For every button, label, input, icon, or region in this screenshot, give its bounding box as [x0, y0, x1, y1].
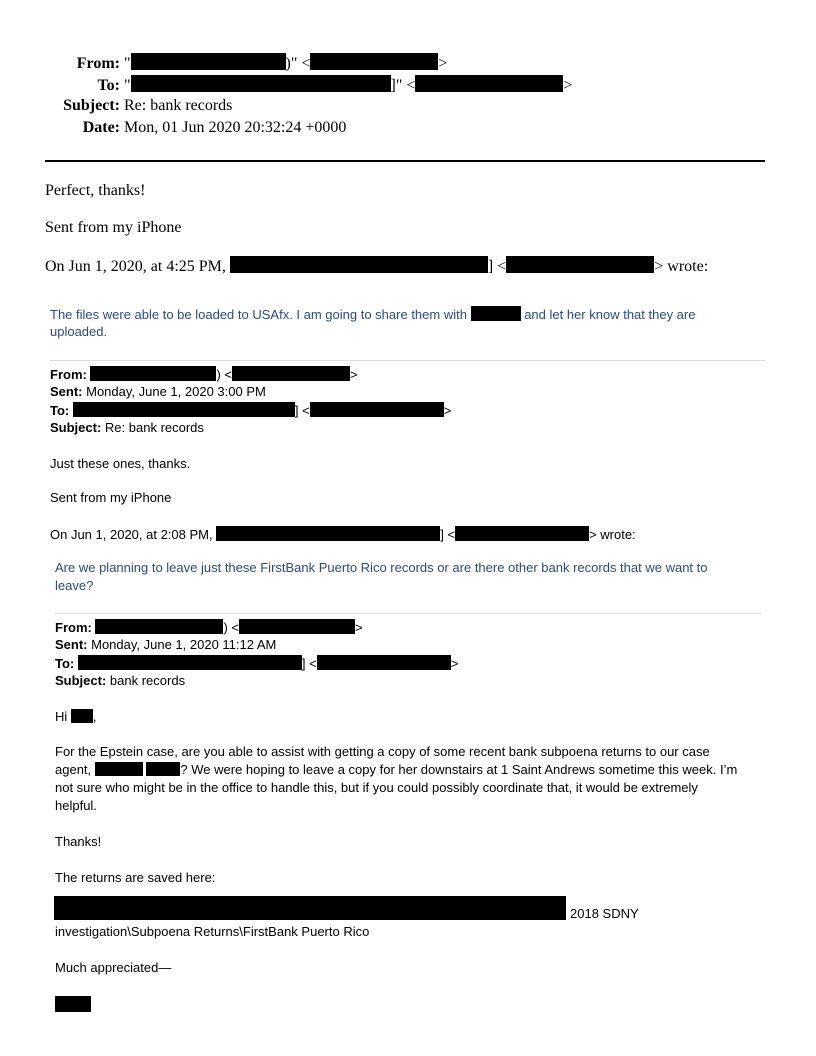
p1-line-2-rest: ? We were hoping to leave a copy for her downstairs at 1 Saint Andrews sometime this week. I’m — [180, 762, 738, 777]
msg4-thanks: Thanks! — [55, 834, 102, 849]
redaction — [310, 402, 444, 417]
hdr3-to-row — [55, 655, 458, 671]
redaction — [73, 402, 295, 417]
to-label: To: — [55, 656, 75, 671]
outer-subject-row — [40, 97, 232, 115]
reply-line-2: Sent from my iPhone — [45, 219, 182, 236]
msg4-p1-line-2 — [55, 762, 737, 777]
hdr3-sent-row — [55, 637, 276, 652]
separator — [55, 613, 761, 614]
redaction — [317, 655, 451, 670]
redaction — [216, 526, 440, 541]
redaction — [310, 53, 438, 70]
greeting-end: , — [92, 709, 97, 724]
redaction — [90, 366, 216, 381]
from-label: From: — [76, 55, 120, 72]
msg3-line-1: Are we planning to leave just these FirstBank Puerto Rico records or are there other bank records that we want to — [55, 560, 708, 575]
msg4-greeting — [55, 709, 97, 724]
redaction — [95, 762, 143, 776]
separator — [50, 360, 765, 361]
quote-prefix: On Jun 1, 2020, at 4:25 PM, — [45, 258, 226, 275]
quote-mid: ] < — [487, 258, 507, 275]
reply-line-1: Perfect, thanks! — [45, 182, 146, 199]
to-mid: ] < — [294, 403, 310, 418]
angle-close: > — [355, 620, 363, 635]
subject-value: Re: bank records — [124, 97, 233, 114]
sent-value: Monday, June 1, 2020 11:12 AM — [91, 637, 277, 652]
outer-date-row — [40, 119, 346, 137]
subject-value: bank records — [109, 673, 186, 688]
sent-value: Monday, June 1, 2020 3:00 PM — [86, 384, 266, 399]
redaction — [506, 256, 654, 273]
agent-label: agent, — [55, 762, 92, 777]
quote-suffix: > wrote: — [654, 258, 709, 275]
signature-redaction — [55, 996, 91, 1012]
angle-close: > — [450, 656, 459, 671]
redaction — [455, 526, 589, 541]
hdr2-to-row — [50, 402, 451, 418]
path-line-2: investigation\Subpoena Returns\FirstBank Puerto Rico — [55, 924, 370, 939]
angle-close: > — [350, 367, 358, 382]
msg4-returns: The returns are saved here: — [55, 870, 216, 885]
sent-label: Sent: — [55, 637, 88, 652]
redaction — [131, 75, 391, 92]
from-label: From: — [55, 620, 92, 635]
subject-label: Subject: — [55, 673, 107, 688]
from-mid: ) < — [223, 620, 240, 635]
redaction — [78, 655, 302, 670]
quote-mark: " — [124, 55, 131, 72]
msg4-p1-line-1: For the Epstein case, are you able to assist with getting a copy of some recent bank subpoena returns to our case — [55, 744, 710, 759]
subject-value: Re: bank records — [104, 420, 204, 435]
msg4-closing: Much appreciated— — [55, 960, 172, 975]
subject-label: Subject: — [50, 420, 102, 435]
quote-mid: ] < — [440, 527, 456, 542]
msg2-line-1: Just these ones, thanks. — [50, 456, 191, 471]
msg1-text-b: and let her know that they are — [524, 307, 696, 322]
quote-prefix: On Jun 1, 2020, at 2:08 PM, — [50, 527, 213, 542]
redaction — [71, 709, 93, 723]
redaction — [131, 53, 286, 70]
quote-mark: " — [124, 77, 131, 94]
to-close: ]" < — [390, 77, 416, 94]
to-mid: ] < — [301, 656, 317, 671]
msg2-quote-intro — [50, 526, 636, 542]
hdr2-sent-row — [50, 384, 266, 399]
redaction — [230, 256, 488, 273]
redaction — [95, 619, 223, 634]
hdr3-subject-row — [55, 673, 185, 688]
from-mid: ) < — [216, 367, 233, 382]
msg4-p1-line-4: helpful. — [55, 798, 97, 813]
sent-label: Sent: — [50, 384, 83, 399]
to-label: To: — [50, 403, 70, 418]
quote-suffix: > wrote: — [589, 527, 636, 542]
date-label: Date: — [82, 119, 120, 136]
outer-from-row — [40, 53, 447, 73]
msg1-text-a: The files were able to be loaded to USAfx. I am going to share them with — [50, 307, 467, 322]
angle-close: > — [443, 403, 452, 418]
msg3-line-2: leave? — [55, 578, 94, 593]
angle-close: > — [438, 55, 448, 72]
redaction — [146, 762, 180, 776]
angle-close: > — [563, 77, 573, 94]
path-redaction — [54, 896, 566, 920]
msg1-line-2: uploaded. — [50, 324, 108, 339]
hdr2-subject-row — [50, 420, 204, 435]
from-label: From: — [50, 367, 87, 382]
redaction — [471, 306, 521, 321]
greeting-text: Hi — [55, 709, 68, 724]
hdr3-from-row — [55, 619, 363, 635]
msg4-p1-line-3: not sure who might be in the office to handle this, but if you could possibly coordinate that, it would be extremely — [55, 780, 698, 795]
reply-quote-intro — [45, 256, 708, 276]
subject-label: Subject: — [63, 97, 120, 114]
to-label: To: — [97, 77, 120, 94]
outer-to-row — [40, 75, 572, 95]
path-line-1: 2018 SDNY — [570, 906, 639, 921]
hdr2-from-row — [50, 366, 358, 382]
msg1-line-1 — [50, 306, 695, 322]
header-divider — [45, 160, 765, 162]
msg2-line-2: Sent from my iPhone — [50, 490, 172, 505]
redaction — [415, 75, 563, 92]
redaction — [232, 366, 350, 381]
redaction — [239, 619, 355, 634]
date-value: Mon, 01 Jun 2020 20:32:24 +0000 — [124, 119, 347, 136]
from-close: )" < — [285, 55, 311, 72]
